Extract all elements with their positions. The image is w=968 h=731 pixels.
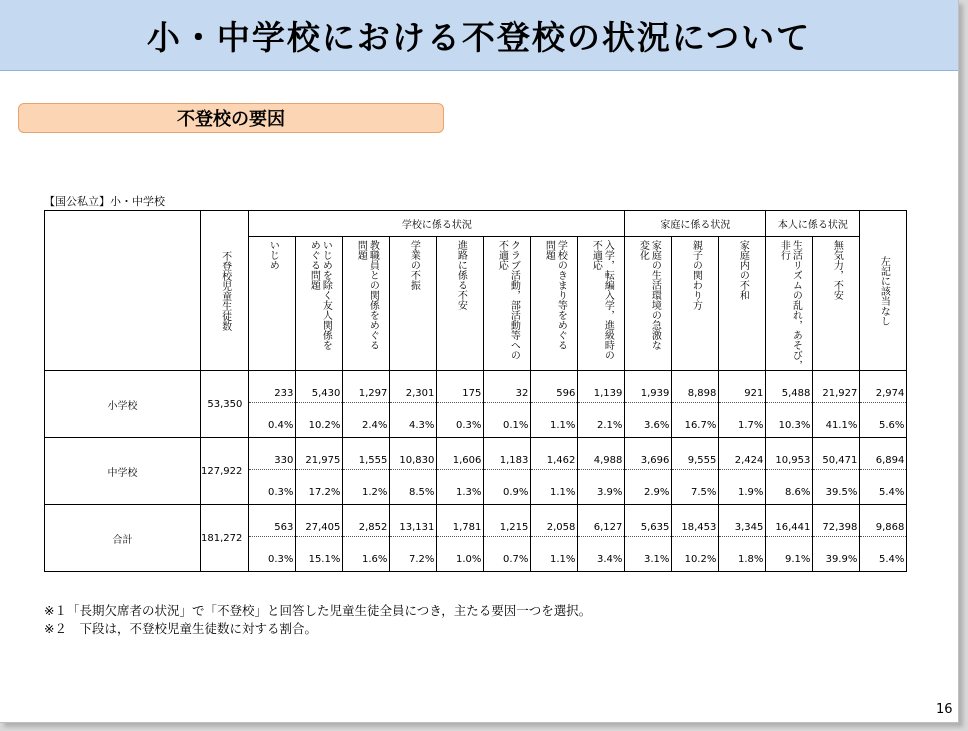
table-row <box>45 505 907 537</box>
column-header-none: 左記に該当なし <box>878 255 890 326</box>
column-header <box>437 237 484 371</box>
column-header-label: 家庭内の不和 <box>737 240 749 300</box>
truancy-factors-table <box>44 210 907 572</box>
count-cell: 5,488 <box>766 371 813 403</box>
count-cell: 1,781 <box>437 505 484 537</box>
count-cell: 5,635 <box>625 505 672 537</box>
count-cell: 13,131 <box>390 505 437 537</box>
column-header-label: いじめを除く友人関係を めぐる問題 <box>308 240 332 350</box>
count-cell: 921 <box>719 371 766 403</box>
count-cell: 2,301 <box>390 371 437 403</box>
count-cell: 563 <box>249 505 296 537</box>
corner-cell <box>45 211 201 371</box>
column-header <box>578 237 625 371</box>
column-header-label: 進路に係る不安 <box>455 240 467 310</box>
percent-cell: 5.4% <box>860 537 907 572</box>
percent-cell: 5.6% <box>860 403 907 438</box>
percent-cell: 10.2% <box>672 537 719 572</box>
column-header <box>766 237 813 371</box>
percent-cell: 1.1% <box>531 403 578 438</box>
footnote-2: ※２ 下段は，不登校児童生徒数に対する割合。 <box>44 621 317 636</box>
count-cell: 1,297 <box>343 371 390 403</box>
percent-cell: 10.3% <box>766 403 813 438</box>
percent-cell: 0.9% <box>484 470 531 505</box>
blank-group-cell <box>860 211 907 371</box>
percent-cell: 0.4% <box>249 403 296 438</box>
percent-cell: 1.7% <box>719 403 766 438</box>
column-header-label: 家庭の生活環境の急激な 変化 <box>637 240 661 350</box>
group-family: 家庭に係る状況 <box>625 211 766 237</box>
count-cell: 1,215 <box>484 505 531 537</box>
percent-cell: 0.3% <box>437 403 484 438</box>
count-cell: 1,462 <box>531 438 578 470</box>
count-cell: 3,345 <box>719 505 766 537</box>
percent-cell: 2.9% <box>625 470 672 505</box>
percent-cell: 8.5% <box>390 470 437 505</box>
column-header-label: いじめ <box>267 240 279 270</box>
count-cell: 1,139 <box>578 371 625 403</box>
count-cell: 6,894 <box>860 438 907 470</box>
percent-cell: 39.9% <box>813 537 860 572</box>
percent-cell: 0.3% <box>249 537 296 572</box>
percent-cell: 8.6% <box>766 470 813 505</box>
count-cell: 8,898 <box>672 371 719 403</box>
percent-cell: 1.1% <box>531 470 578 505</box>
percent-cell: 3.6% <box>625 403 672 438</box>
count-cell: 5,430 <box>296 371 343 403</box>
percent-cell: 16.7% <box>672 403 719 438</box>
footnote-1: ※１「長期欠席者の状況」で「不登校」と回答した児童生徒全員につき，主たる要因一つを選択。 <box>44 603 592 618</box>
count-cell: 3,696 <box>625 438 672 470</box>
column-header <box>343 237 390 371</box>
percent-cell: 4.3% <box>390 403 437 438</box>
count-cell: 2,852 <box>343 505 390 537</box>
count-cell: 1,183 <box>484 438 531 470</box>
count-cell: 21,927 <box>813 371 860 403</box>
table-row <box>45 438 907 470</box>
group-header-row <box>45 211 907 237</box>
percent-cell: 39.5% <box>813 470 860 505</box>
column-header <box>625 237 672 371</box>
column-header-label: クラブ活動，部活動等への 不適応 <box>496 240 520 360</box>
count-cell: 10,953 <box>766 438 813 470</box>
percent-cell: 1.2% <box>343 470 390 505</box>
count-cell: 9,868 <box>860 505 907 537</box>
column-header <box>296 237 343 371</box>
column-header <box>249 237 296 371</box>
column-header-label: 教職員との関係をめぐる 問題 <box>355 240 379 350</box>
percent-cell: 1.1% <box>531 537 578 572</box>
count-cell: 6,127 <box>578 505 625 537</box>
section-label: 不登校の要因 <box>18 103 444 133</box>
column-header-label: 学校のきまり等をめぐる 問題 <box>543 240 567 350</box>
column-header-label: 入学，転編入学，進級時の 不適応 <box>590 240 614 360</box>
count-cell: 596 <box>531 371 578 403</box>
count-cell: 2,424 <box>719 438 766 470</box>
count-cell: 16,441 <box>766 505 813 537</box>
group-self: 本人に係る状況 <box>766 211 860 237</box>
row-total: 181,272 <box>201 505 249 572</box>
percent-cell: 0.1% <box>484 403 531 438</box>
count-cell: 32 <box>484 371 531 403</box>
count-cell: 330 <box>249 438 296 470</box>
column-header <box>672 237 719 371</box>
row-label: 合計 <box>45 505 201 572</box>
percent-cell: 0.3% <box>249 470 296 505</box>
column-header-label: 無気力，不安 <box>831 240 843 300</box>
footnotes <box>44 602 591 638</box>
percent-cell: 5.4% <box>860 470 907 505</box>
page-number: 16 <box>936 702 953 717</box>
percent-cell: 1.9% <box>719 470 766 505</box>
percent-cell: 15.1% <box>296 537 343 572</box>
percent-cell: 3.9% <box>578 470 625 505</box>
count-cell: 50,471 <box>813 438 860 470</box>
percent-cell: 41.1% <box>813 403 860 438</box>
percent-cell: 1.3% <box>437 470 484 505</box>
group-school: 学校に係る状況 <box>249 211 625 237</box>
count-cell: 1,555 <box>343 438 390 470</box>
count-cell: 21,975 <box>296 438 343 470</box>
percent-cell: 2.1% <box>578 403 625 438</box>
percent-cell: 3.4% <box>578 537 625 572</box>
percent-cell: 2.4% <box>343 403 390 438</box>
table-caption: 【国公私立】小・中学校 <box>44 195 165 208</box>
percent-cell: 3.1% <box>625 537 672 572</box>
column-header <box>484 237 531 371</box>
column-header <box>813 237 860 371</box>
count-cell: 10,830 <box>390 438 437 470</box>
count-cell: 233 <box>249 371 296 403</box>
count-cell: 2,058 <box>531 505 578 537</box>
row-total: 127,922 <box>201 438 249 505</box>
column-header <box>531 237 578 371</box>
count-cell: 72,398 <box>813 505 860 537</box>
row-label: 小学校 <box>45 371 201 438</box>
percent-cell: 1.8% <box>719 537 766 572</box>
total-header: 不登校児童生徒数 <box>201 211 249 371</box>
row-total: 53,350 <box>201 371 249 438</box>
count-cell: 175 <box>437 371 484 403</box>
table-row <box>45 371 907 403</box>
count-cell: 2,974 <box>860 371 907 403</box>
percent-cell: 10.2% <box>296 403 343 438</box>
percent-cell: 9.1% <box>766 537 813 572</box>
percent-cell: 1.6% <box>343 537 390 572</box>
row-label: 中学校 <box>45 438 201 505</box>
count-cell: 4,988 <box>578 438 625 470</box>
column-header <box>390 237 437 371</box>
column-header-label: 生活リズムの乱れ，あそび， 非行 <box>778 240 802 370</box>
percent-cell: 1.0% <box>437 537 484 572</box>
slide-title: 小・中学校における不登校の状況について <box>0 0 958 71</box>
percent-cell: 7.2% <box>390 537 437 572</box>
count-cell: 9,555 <box>672 438 719 470</box>
count-cell: 18,453 <box>672 505 719 537</box>
count-cell: 1,939 <box>625 371 672 403</box>
column-header-label: 親子の関わり方 <box>690 240 702 310</box>
count-cell: 27,405 <box>296 505 343 537</box>
column-header <box>719 237 766 371</box>
percent-cell: 0.7% <box>484 537 531 572</box>
percent-cell: 7.5% <box>672 470 719 505</box>
percent-cell: 17.2% <box>296 470 343 505</box>
column-header-label: 学業の不振 <box>408 240 420 290</box>
count-cell: 1,606 <box>437 438 484 470</box>
